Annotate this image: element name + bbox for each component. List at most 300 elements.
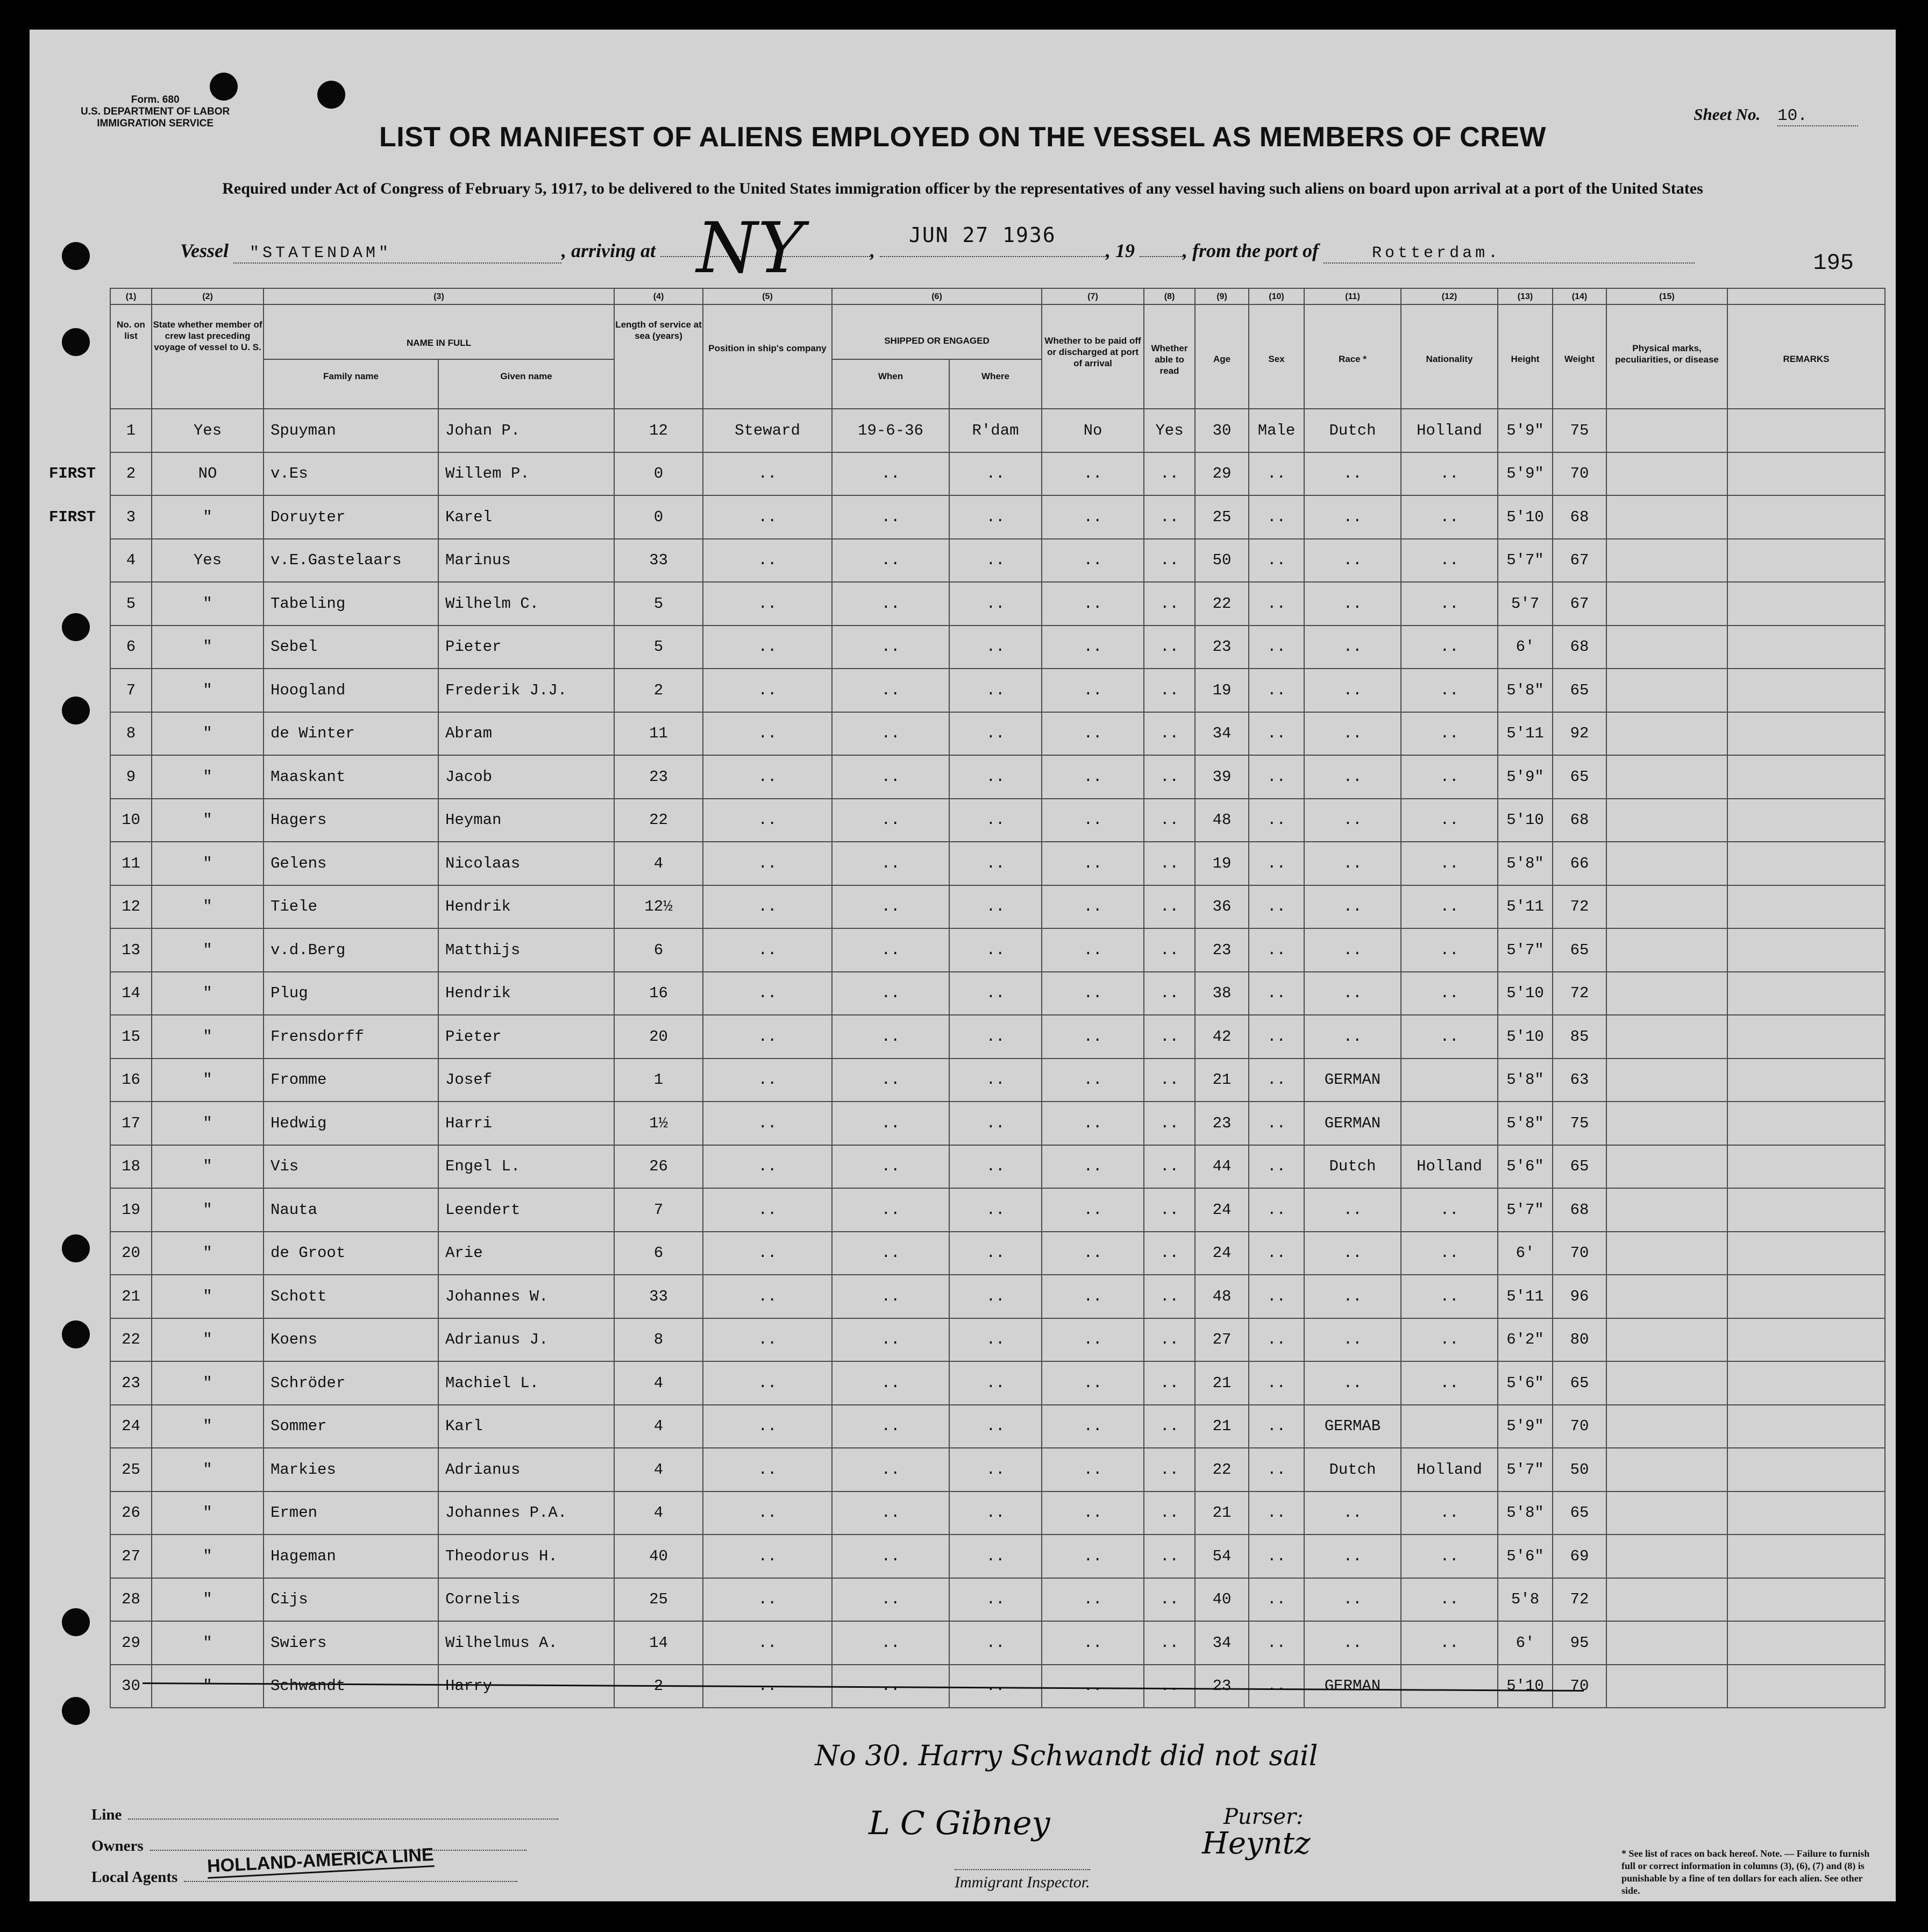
cell-able-to-read: .. bbox=[1144, 452, 1195, 496]
cell-shipped-where: .. bbox=[949, 1578, 1042, 1622]
cell-shipped-where: .. bbox=[949, 1318, 1042, 1362]
cell-family-name: Koens bbox=[264, 1318, 438, 1362]
col-header-height: Height bbox=[1498, 304, 1553, 409]
margin-note bbox=[35, 1535, 110, 1578]
line-label: Line bbox=[91, 1806, 122, 1823]
cell-shipped-when: .. bbox=[832, 1535, 949, 1578]
date-stamp: JUN 27 1936 bbox=[909, 223, 1056, 247]
cell-length-of-service: 2 bbox=[614, 1665, 703, 1708]
cell-family-name: Hagers bbox=[264, 799, 438, 842]
cell-nationality bbox=[1401, 1665, 1498, 1708]
col-header-age: Age bbox=[1195, 304, 1249, 409]
cell-race: .. bbox=[1304, 799, 1401, 842]
cell-paid-off: .. bbox=[1042, 1015, 1144, 1059]
cell-shipped-where: .. bbox=[949, 885, 1042, 929]
column-number: (13) bbox=[1498, 288, 1553, 304]
table-row bbox=[35, 495, 1885, 539]
cell-race: Dutch bbox=[1304, 409, 1401, 452]
arriving-at-handwritten: NY bbox=[696, 207, 804, 289]
cell-age: 21 bbox=[1195, 1491, 1249, 1535]
cell-remarks bbox=[1727, 1015, 1885, 1059]
cell-able-to-read: .. bbox=[1144, 1145, 1195, 1189]
cell-family-name: Sommer bbox=[264, 1405, 438, 1448]
cell-able-to-read: .. bbox=[1144, 1535, 1195, 1578]
cell-length-of-service: 25 bbox=[614, 1578, 703, 1622]
cell-able-to-read: .. bbox=[1144, 582, 1195, 626]
cell-sex: .. bbox=[1249, 755, 1304, 799]
cell-nationality: .. bbox=[1401, 539, 1498, 583]
table-row bbox=[35, 712, 1885, 756]
cell-sex: .. bbox=[1249, 1318, 1304, 1362]
local-agents-label: Local Agents bbox=[91, 1869, 178, 1886]
cell-paid-off: .. bbox=[1042, 972, 1144, 1015]
cell-race: .. bbox=[1304, 972, 1401, 1015]
table-row bbox=[35, 1102, 1885, 1145]
cell-height: 5'7 bbox=[1498, 582, 1553, 626]
cell-sex: .. bbox=[1249, 1448, 1304, 1491]
cell-previous-voyage: " bbox=[152, 1405, 264, 1448]
table-row bbox=[35, 1188, 1885, 1232]
cell-length-of-service: 4 bbox=[614, 1361, 703, 1405]
cell-previous-voyage: " bbox=[152, 1059, 264, 1102]
cell-height: 5'6" bbox=[1498, 1361, 1553, 1405]
cell-nationality: .. bbox=[1401, 1491, 1498, 1535]
cell-race: .. bbox=[1304, 539, 1401, 583]
cell-able-to-read: .. bbox=[1144, 1405, 1195, 1448]
cell-sex: .. bbox=[1249, 928, 1304, 972]
punch-hole bbox=[317, 81, 345, 109]
cell-age: 23 bbox=[1195, 626, 1249, 669]
cell-remarks bbox=[1727, 495, 1885, 539]
cell-length-of-service: 23 bbox=[614, 755, 703, 799]
margin-note bbox=[35, 972, 110, 1015]
cell-position: .. bbox=[703, 799, 832, 842]
cell-weight: 68 bbox=[1553, 626, 1606, 669]
cell-age: 23 bbox=[1195, 928, 1249, 972]
cell-shipped-when: .. bbox=[832, 1145, 949, 1189]
cell-height: 5'7" bbox=[1498, 928, 1553, 972]
cell-nationality: .. bbox=[1401, 1015, 1498, 1059]
cell-nationality: .. bbox=[1401, 799, 1498, 842]
cell-age: 22 bbox=[1195, 582, 1249, 626]
cell-shipped-when: .. bbox=[832, 1665, 949, 1708]
cell-age: 39 bbox=[1195, 755, 1249, 799]
cell-position: .. bbox=[703, 452, 832, 496]
cell-remarks bbox=[1727, 972, 1885, 1015]
cell-paid-off: .. bbox=[1042, 1232, 1144, 1275]
cell-paid-off: .. bbox=[1042, 1102, 1144, 1145]
cell-weight: 75 bbox=[1553, 409, 1606, 452]
margin-note bbox=[35, 928, 110, 972]
table-row bbox=[35, 1318, 1885, 1362]
cell-remarks bbox=[1727, 1102, 1885, 1145]
cell-previous-voyage: Yes bbox=[152, 409, 264, 452]
cell-nationality: .. bbox=[1401, 885, 1498, 929]
cell-shipped-where: .. bbox=[949, 842, 1042, 885]
cell-physical-marks bbox=[1606, 582, 1727, 626]
cell-given-name: Nicolaas bbox=[438, 842, 614, 885]
table-row bbox=[35, 626, 1885, 669]
cell-length-of-service: 0 bbox=[614, 495, 703, 539]
cell-sex: .. bbox=[1249, 1102, 1304, 1145]
cell-shipped-when: .. bbox=[832, 1491, 949, 1535]
cell-paid-off: .. bbox=[1042, 1188, 1144, 1232]
cell-sex: .. bbox=[1249, 539, 1304, 583]
cell-given-name: Abram bbox=[438, 712, 614, 756]
cell-position: .. bbox=[703, 626, 832, 669]
cell-given-name: Adrianus J. bbox=[438, 1318, 614, 1362]
cell-shipped-where: .. bbox=[949, 1621, 1042, 1665]
document-title: LIST OR MANIFEST OF ALIENS EMPLOYED ON THE VESSEL AS MEMBERS OF CREW bbox=[379, 122, 1546, 153]
table-row bbox=[35, 1275, 1885, 1318]
margin-note bbox=[35, 1665, 110, 1708]
cell-family-name: Doruyter bbox=[264, 495, 438, 539]
cell-shipped-when: .. bbox=[832, 1059, 949, 1102]
cell-sex: .. bbox=[1249, 799, 1304, 842]
cell-shipped-where: .. bbox=[949, 1102, 1042, 1145]
cell-shipped-when: .. bbox=[832, 1578, 949, 1622]
cell-physical-marks bbox=[1606, 1318, 1727, 1362]
cell-previous-voyage: " bbox=[152, 1188, 264, 1232]
service-name: IMMIGRATION SERVICE bbox=[97, 118, 214, 129]
table-row bbox=[35, 755, 1885, 799]
footer-labels bbox=[91, 1799, 558, 1893]
col-header-position: Position in ship's company bbox=[703, 304, 832, 409]
cell-race: .. bbox=[1304, 928, 1401, 972]
cell-race: .. bbox=[1304, 712, 1401, 756]
cell-nationality: .. bbox=[1401, 842, 1498, 885]
cell-nationality: .. bbox=[1401, 452, 1498, 496]
margin-note bbox=[35, 799, 110, 842]
cell-shipped-when: .. bbox=[832, 1448, 949, 1491]
column-number: (4) bbox=[614, 288, 703, 304]
cell-shipped-when: .. bbox=[832, 626, 949, 669]
cell-age: 48 bbox=[1195, 1275, 1249, 1318]
cell-height: 5'8" bbox=[1498, 1059, 1553, 1102]
cell-height: 5'8" bbox=[1498, 669, 1553, 712]
cell-position: .. bbox=[703, 1535, 832, 1578]
cell-given-name: Willem P. bbox=[438, 452, 614, 496]
cell-shipped-when: .. bbox=[832, 1275, 949, 1318]
page-number: 195 bbox=[1813, 250, 1854, 276]
cell-race: GERMAN bbox=[1304, 1059, 1401, 1102]
cell-remarks bbox=[1727, 539, 1885, 583]
col-header-paid-off: Whether to be paid off or discharged at port of arrival bbox=[1042, 304, 1144, 409]
cell-paid-off: .. bbox=[1042, 1578, 1144, 1622]
cell-sex: .. bbox=[1249, 1535, 1304, 1578]
cell-physical-marks bbox=[1606, 928, 1727, 972]
cell-row-number: 1 bbox=[110, 409, 152, 452]
cell-shipped-when: .. bbox=[832, 885, 949, 929]
cell-remarks bbox=[1727, 1405, 1885, 1448]
cell-remarks bbox=[1727, 1145, 1885, 1189]
cell-row-number: 21 bbox=[110, 1275, 152, 1318]
cell-remarks bbox=[1727, 842, 1885, 885]
cell-position: .. bbox=[703, 712, 832, 756]
cell-able-to-read: .. bbox=[1144, 539, 1195, 583]
cell-age: 48 bbox=[1195, 799, 1249, 842]
cell-previous-voyage: " bbox=[152, 755, 264, 799]
cell-previous-voyage: " bbox=[152, 669, 264, 712]
cell-shipped-where: .. bbox=[949, 669, 1042, 712]
cell-paid-off: .. bbox=[1042, 1361, 1144, 1405]
col-header-name-in-full: NAME IN FULL bbox=[264, 304, 614, 359]
cell-row-number: 3 bbox=[110, 495, 152, 539]
cell-paid-off: .. bbox=[1042, 1535, 1144, 1578]
cell-length-of-service: 14 bbox=[614, 1621, 703, 1665]
cell-position: .. bbox=[703, 1665, 832, 1708]
cell-shipped-where: .. bbox=[949, 1015, 1042, 1059]
cell-nationality bbox=[1401, 1405, 1498, 1448]
margin-note bbox=[35, 1318, 110, 1362]
cell-length-of-service: 4 bbox=[614, 1405, 703, 1448]
col-header-remarks: REMARKS bbox=[1727, 304, 1885, 409]
cell-given-name: Machiel L. bbox=[438, 1361, 614, 1405]
cell-shipped-where: .. bbox=[949, 626, 1042, 669]
cell-race: .. bbox=[1304, 626, 1401, 669]
cell-weight: 70 bbox=[1553, 1665, 1606, 1708]
cell-paid-off: .. bbox=[1042, 1491, 1144, 1535]
cell-family-name: Ermen bbox=[264, 1491, 438, 1535]
column-number: (15) bbox=[1606, 288, 1727, 304]
cell-length-of-service: 16 bbox=[614, 972, 703, 1015]
cell-remarks bbox=[1727, 1188, 1885, 1232]
cell-race: Dutch bbox=[1304, 1448, 1401, 1491]
cell-shipped-when: .. bbox=[832, 799, 949, 842]
cell-weight: 65 bbox=[1553, 1145, 1606, 1189]
cell-position: .. bbox=[703, 1145, 832, 1189]
margin-note bbox=[35, 1188, 110, 1232]
inspector-signature: L C Gibney bbox=[869, 1805, 1050, 1842]
margin-note bbox=[35, 539, 110, 583]
cell-paid-off: .. bbox=[1042, 1059, 1144, 1102]
cell-race: .. bbox=[1304, 582, 1401, 626]
cell-shipped-when: .. bbox=[832, 755, 949, 799]
cell-shipped-where: .. bbox=[949, 539, 1042, 583]
margin-note: FIRST bbox=[48, 508, 96, 526]
cell-shipped-when: .. bbox=[832, 1015, 949, 1059]
col-header-previous-voyage: State whether member of crew last preceding voyage of vessel to U. S. bbox=[152, 304, 264, 409]
cell-sex: .. bbox=[1249, 1621, 1304, 1665]
cell-length-of-service: 20 bbox=[614, 1015, 703, 1059]
cell-shipped-where: .. bbox=[949, 1275, 1042, 1318]
cell-family-name: Sebel bbox=[264, 626, 438, 669]
cell-position: .. bbox=[703, 1232, 832, 1275]
sheet-number-label: Sheet No. bbox=[1694, 105, 1761, 124]
table-row bbox=[35, 1232, 1885, 1275]
cell-height: 6' bbox=[1498, 1232, 1553, 1275]
column-number: (5) bbox=[703, 288, 832, 304]
cell-length-of-service: 0 bbox=[614, 452, 703, 496]
table-row bbox=[35, 842, 1885, 885]
table-row bbox=[35, 582, 1885, 626]
cell-family-name: Schröder bbox=[264, 1361, 438, 1405]
cell-sex: Male bbox=[1249, 409, 1304, 452]
cell-sex: .. bbox=[1249, 452, 1304, 496]
cell-length-of-service: 12 bbox=[614, 409, 703, 452]
cell-able-to-read: .. bbox=[1144, 885, 1195, 929]
cell-remarks bbox=[1727, 1535, 1885, 1578]
cell-physical-marks bbox=[1606, 1232, 1727, 1275]
cell-physical-marks bbox=[1606, 1275, 1727, 1318]
cell-position: .. bbox=[703, 1275, 832, 1318]
cell-remarks bbox=[1727, 885, 1885, 929]
cell-row-number: 11 bbox=[110, 842, 152, 885]
cell-height: 5'9" bbox=[1498, 755, 1553, 799]
cell-physical-marks bbox=[1606, 1665, 1727, 1708]
cell-family-name: v.E.Gastelaars bbox=[264, 539, 438, 583]
cell-sex: .. bbox=[1249, 1405, 1304, 1448]
vessel-label: Vessel bbox=[180, 240, 229, 261]
cell-shipped-where: .. bbox=[949, 452, 1042, 496]
margin-note bbox=[35, 1448, 110, 1491]
cell-previous-voyage: " bbox=[152, 1491, 264, 1535]
cell-previous-voyage: NO bbox=[152, 452, 264, 496]
cell-remarks bbox=[1727, 755, 1885, 799]
cell-family-name: Hedwig bbox=[264, 1102, 438, 1145]
cell-family-name: Cijs bbox=[264, 1578, 438, 1622]
cell-physical-marks bbox=[1606, 409, 1727, 452]
cell-age: 44 bbox=[1195, 1145, 1249, 1189]
cell-nationality: .. bbox=[1401, 1535, 1498, 1578]
cell-row-number: 27 bbox=[110, 1535, 152, 1578]
cell-sex: .. bbox=[1249, 669, 1304, 712]
vessel-name: "STATENDAM" bbox=[233, 244, 561, 264]
cell-shipped-when: .. bbox=[832, 1102, 949, 1145]
cell-height: 5'10 bbox=[1498, 972, 1553, 1015]
cell-age: 40 bbox=[1195, 1578, 1249, 1622]
cell-shipped-when: 19-6-36 bbox=[832, 409, 949, 452]
cell-age: 19 bbox=[1195, 669, 1249, 712]
cell-row-number: 14 bbox=[110, 972, 152, 1015]
cell-row-number: 30 bbox=[110, 1665, 152, 1708]
cell-nationality bbox=[1401, 1059, 1498, 1102]
cell-family-name: v.Es bbox=[264, 452, 438, 496]
cell-shipped-when: .. bbox=[832, 495, 949, 539]
cell-age: 23 bbox=[1195, 1665, 1249, 1708]
cell-physical-marks bbox=[1606, 452, 1727, 496]
cell-race: GERMAN bbox=[1304, 1102, 1401, 1145]
cell-weight: 68 bbox=[1553, 1188, 1606, 1232]
column-number: (8) bbox=[1144, 288, 1195, 304]
column-number: (14) bbox=[1553, 288, 1606, 304]
cell-age: 21 bbox=[1195, 1361, 1249, 1405]
margin-note bbox=[35, 1405, 110, 1448]
cell-remarks bbox=[1727, 669, 1885, 712]
table-row bbox=[35, 1059, 1885, 1102]
cell-able-to-read: .. bbox=[1144, 1275, 1195, 1318]
cell-family-name: Tiele bbox=[264, 885, 438, 929]
cell-family-name: Vis bbox=[264, 1145, 438, 1189]
cell-paid-off: .. bbox=[1042, 1405, 1144, 1448]
cell-previous-voyage: " bbox=[152, 1578, 264, 1622]
cell-weight: 80 bbox=[1553, 1318, 1606, 1362]
cell-previous-voyage: " bbox=[152, 842, 264, 885]
cell-age: 19 bbox=[1195, 842, 1249, 885]
column-number: (9) bbox=[1195, 288, 1249, 304]
cell-shipped-where: .. bbox=[949, 928, 1042, 972]
table-row bbox=[35, 1145, 1885, 1189]
cell-paid-off: .. bbox=[1042, 1275, 1144, 1318]
cell-physical-marks bbox=[1606, 1578, 1727, 1622]
cell-race: .. bbox=[1304, 755, 1401, 799]
cell-height: 5'9" bbox=[1498, 409, 1553, 452]
cell-race: .. bbox=[1304, 1188, 1401, 1232]
footnote: * See list of races on back hereof. Note. — Failure to furnish full or correct information in columns (3), (6), (7) and (8) is punishable by a fine of ten dollars for each alien. See other side. bbox=[1621, 1848, 1870, 1896]
cell-weight: 72 bbox=[1553, 972, 1606, 1015]
cell-length-of-service: 11 bbox=[614, 712, 703, 756]
cell-given-name: Cornelis bbox=[438, 1578, 614, 1622]
cell-paid-off: .. bbox=[1042, 799, 1144, 842]
col-header-sex: Sex bbox=[1249, 304, 1304, 409]
cell-family-name: Frensdorff bbox=[264, 1015, 438, 1059]
table-row bbox=[35, 1535, 1885, 1578]
table-row bbox=[35, 928, 1885, 972]
cell-height: 5'11 bbox=[1498, 712, 1553, 756]
cell-age: 38 bbox=[1195, 972, 1249, 1015]
cell-length-of-service: 4 bbox=[614, 1448, 703, 1491]
cell-previous-voyage: " bbox=[152, 712, 264, 756]
cell-paid-off: .. bbox=[1042, 539, 1144, 583]
margin-note bbox=[35, 1275, 110, 1318]
cell-race: .. bbox=[1304, 1578, 1401, 1622]
cell-paid-off: .. bbox=[1042, 452, 1144, 496]
margin-note: FIRST bbox=[48, 465, 96, 483]
cell-weight: 70 bbox=[1553, 452, 1606, 496]
cell-length-of-service: 26 bbox=[614, 1145, 703, 1189]
cell-given-name: Johannes P.A. bbox=[438, 1491, 614, 1535]
cell-family-name: Schott bbox=[264, 1275, 438, 1318]
cell-race: .. bbox=[1304, 495, 1401, 539]
cell-height: 6' bbox=[1498, 1621, 1553, 1665]
cell-age: 24 bbox=[1195, 1188, 1249, 1232]
cell-row-number: 18 bbox=[110, 1145, 152, 1189]
cell-remarks bbox=[1727, 409, 1885, 452]
cell-shipped-where: .. bbox=[949, 1405, 1042, 1448]
cell-length-of-service: 4 bbox=[614, 842, 703, 885]
cell-row-number: 29 bbox=[110, 1621, 152, 1665]
table-row bbox=[35, 972, 1885, 1015]
cell-weight: 67 bbox=[1553, 539, 1606, 583]
cell-paid-off: .. bbox=[1042, 626, 1144, 669]
cell-physical-marks bbox=[1606, 712, 1727, 756]
cell-able-to-read: .. bbox=[1144, 1015, 1195, 1059]
cell-shipped-when: .. bbox=[832, 669, 949, 712]
table-row bbox=[35, 452, 1885, 496]
cell-paid-off: .. bbox=[1042, 1621, 1144, 1665]
cell-nationality: .. bbox=[1401, 1578, 1498, 1622]
column-number: (3) bbox=[264, 288, 614, 304]
cell-position: .. bbox=[703, 582, 832, 626]
cell-physical-marks bbox=[1606, 626, 1727, 669]
cell-position: .. bbox=[703, 495, 832, 539]
cell-given-name: Matthijs bbox=[438, 928, 614, 972]
col-header-length-of-service: Length of service at sea (years) bbox=[614, 304, 703, 409]
cell-race: .. bbox=[1304, 1015, 1401, 1059]
cell-row-number: 4 bbox=[110, 539, 152, 583]
cell-shipped-where: .. bbox=[949, 799, 1042, 842]
cell-previous-voyage: " bbox=[152, 1015, 264, 1059]
cell-length-of-service: 6 bbox=[614, 928, 703, 972]
cell-shipped-where: .. bbox=[949, 1188, 1042, 1232]
cell-physical-marks bbox=[1606, 1145, 1727, 1189]
cell-family-name: Tabeling bbox=[264, 582, 438, 626]
cell-nationality: .. bbox=[1401, 928, 1498, 972]
table-row bbox=[35, 669, 1885, 712]
cell-family-name: Maaskant bbox=[264, 755, 438, 799]
cell-previous-voyage: " bbox=[152, 1232, 264, 1275]
cell-height: 5'10 bbox=[1498, 1015, 1553, 1059]
